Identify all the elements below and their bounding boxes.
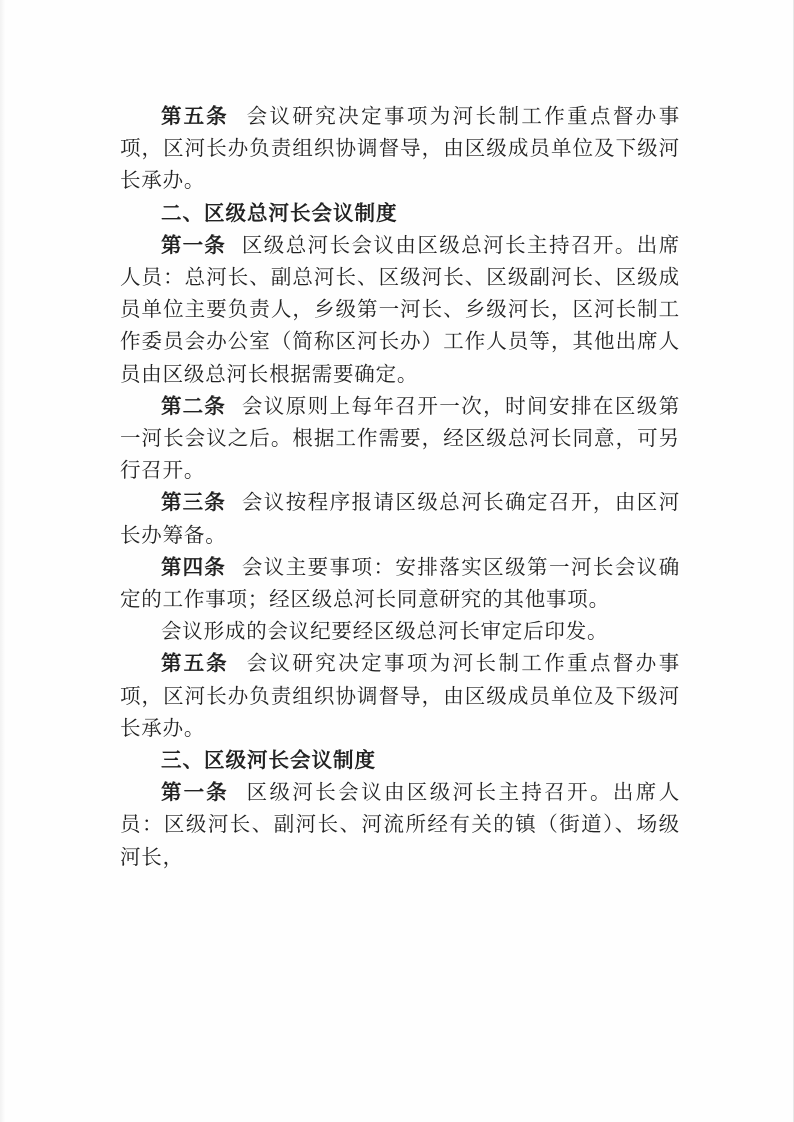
clause-label: 第三条 bbox=[161, 490, 226, 515]
clause-label: 第一条 bbox=[161, 232, 226, 257]
clause-text: 会议原则上每年召开一次，时间安排在区级第一河长会议之后。根据工作需要，经区级总河长同意，可另行召开。 bbox=[120, 393, 681, 483]
clause-paragraph bbox=[120, 647, 680, 744]
clause-label: 第五条 bbox=[161, 651, 229, 676]
clause-text: 区级总河长会议由区级总河长主持召开。出席人员：总河长、副总河长、区级河长、区级副河长、区级成员单位主要负责人，乡级第一河长、乡级河长，区河长制工作委员会办公室（简称区河长办）工作人员等，其他出席人员由区级总河长根据需要确定。 bbox=[120, 232, 681, 386]
clause-paragraph bbox=[120, 486, 680, 550]
clause-text: 会议研究决定事项为河长制工作重点督办事项，区河长办负责组织协调督导，由区级成员单位及下级河长承办。 bbox=[120, 104, 680, 193]
clause-paragraph bbox=[120, 100, 680, 197]
section-heading: 二、区级总河长会议制度 bbox=[161, 200, 398, 225]
clause-label: 第一条 bbox=[161, 780, 229, 805]
plain-paragraph: 会议形成的会议纪要经区级总河长审定后印发。 bbox=[161, 619, 609, 644]
clause-label: 第四条 bbox=[161, 554, 226, 579]
clause-paragraph bbox=[120, 390, 680, 487]
clause-text: 会议研究决定事项为河长制工作重点督办事项，区河长办负责组织协调督导，由区级成员单位及下级河长承办。 bbox=[120, 651, 680, 740]
clause-text: 会议主要事项：安排落实区级第一河长会议确定的工作事项；经区级总河长同意研究的其他事项。 bbox=[120, 554, 681, 612]
clause-paragraph bbox=[120, 229, 680, 390]
clause-label: 第五条 bbox=[161, 104, 229, 128]
section-heading: 三、区级河长会议制度 bbox=[161, 748, 376, 773]
clause-paragraph bbox=[120, 776, 680, 873]
clause-text: 区级河长会议由区级河长主持召开。出席人员：区级河长、副河长、河流所经有关的镇（街道）、场级河长， bbox=[120, 780, 680, 869]
scan-edge-shadow bbox=[0, 0, 6, 1122]
document-body bbox=[120, 100, 680, 873]
clause-text: 会议按程序报请区级总河长确定召开，由区河长办筹备。 bbox=[120, 490, 681, 547]
clause-label: 第二条 bbox=[161, 393, 226, 418]
clause-paragraph bbox=[120, 551, 680, 615]
